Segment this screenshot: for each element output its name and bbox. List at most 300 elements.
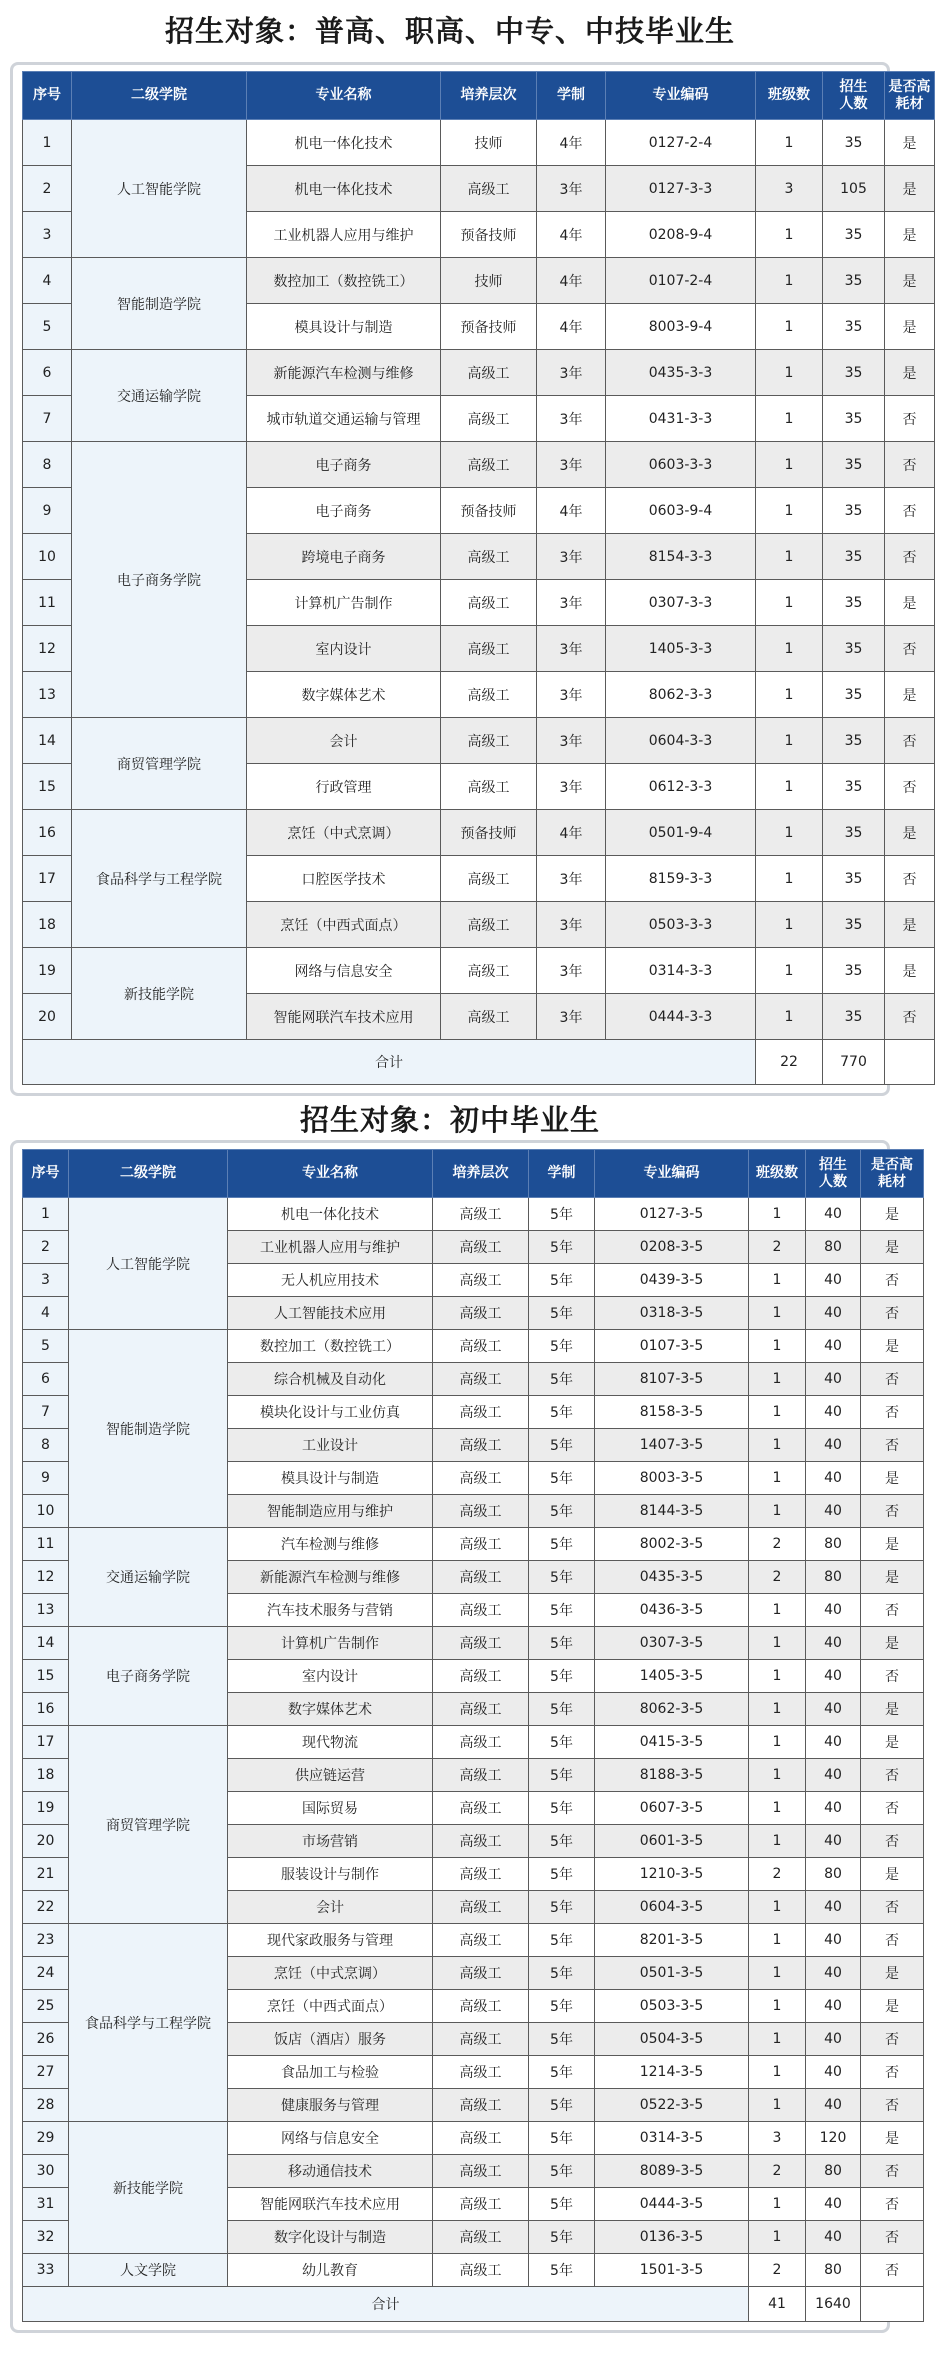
code-cell: 1501-3-5 xyxy=(595,2254,749,2287)
col-header-college: 二级学院 xyxy=(69,1150,228,1198)
college-cell: 交通运输学院 xyxy=(69,1528,228,1627)
consumable-cell: 否 xyxy=(861,1825,924,1858)
classes-cell: 1 xyxy=(749,1363,806,1396)
consumable-cell: 否 xyxy=(885,994,935,1040)
duration-cell: 5年 xyxy=(529,1957,595,1990)
seq-cell: 31 xyxy=(23,2188,69,2221)
col-header-duration: 学制 xyxy=(537,72,606,120)
duration-cell: 3年 xyxy=(537,856,606,902)
col-header-seq: 序号 xyxy=(23,72,72,120)
seq-cell: 7 xyxy=(23,396,72,442)
classes-cell: 1 xyxy=(749,1924,806,1957)
seq-cell: 32 xyxy=(23,2221,69,2254)
level-cell: 高级工 xyxy=(433,1363,529,1396)
code-cell: 0504-3-5 xyxy=(595,2023,749,2056)
students-cell: 40 xyxy=(806,1594,861,1627)
seq-cell: 15 xyxy=(23,1660,69,1693)
seq-cell: 16 xyxy=(23,1693,69,1726)
duration-cell: 5年 xyxy=(529,1825,595,1858)
duration-cell: 3年 xyxy=(537,672,606,718)
section-2-table xyxy=(22,1149,924,2322)
major-cell: 机电一体化技术 xyxy=(228,1198,433,1231)
seq-cell: 6 xyxy=(23,1363,69,1396)
code-cell: 0603-9-4 xyxy=(606,488,756,534)
classes-cell: 1 xyxy=(749,2089,806,2122)
students-cell: 40 xyxy=(806,1396,861,1429)
table-row xyxy=(23,948,935,994)
duration-cell: 5年 xyxy=(529,2089,595,2122)
consumable-cell: 否 xyxy=(885,764,935,810)
level-cell: 预备技师 xyxy=(441,212,537,258)
classes-cell: 1 xyxy=(749,1594,806,1627)
classes-cell: 2 xyxy=(749,2254,806,2287)
seq-cell: 13 xyxy=(23,672,72,718)
col-header-consumable: 是否高 耗材 xyxy=(861,1150,924,1198)
classes-cell: 1 xyxy=(756,856,823,902)
seq-cell: 8 xyxy=(23,1429,69,1462)
classes-cell: 1 xyxy=(756,994,823,1040)
seq-cell: 33 xyxy=(23,2254,69,2287)
duration-cell: 5年 xyxy=(529,1759,595,1792)
duration-cell: 3年 xyxy=(537,902,606,948)
level-cell: 技师 xyxy=(441,120,537,166)
consumable-cell: 否 xyxy=(861,1264,924,1297)
code-cell: 0522-3-5 xyxy=(595,2089,749,2122)
table-row xyxy=(23,718,935,764)
classes-cell: 1 xyxy=(749,1660,806,1693)
code-cell: 0136-3-5 xyxy=(595,2221,749,2254)
duration-cell: 3年 xyxy=(537,396,606,442)
major-cell: 网络与信息安全 xyxy=(228,2122,433,2155)
students-cell: 80 xyxy=(806,1858,861,1891)
consumable-cell: 否 xyxy=(861,2023,924,2056)
seq-cell: 1 xyxy=(23,1198,69,1231)
section-1-title: 招生对象：普高、职高、中专、中技毕业生 xyxy=(164,14,735,48)
duration-cell: 5年 xyxy=(529,1561,595,1594)
seq-cell: 3 xyxy=(23,1264,69,1297)
duration-cell: 5年 xyxy=(529,1660,595,1693)
code-cell: 0431-3-3 xyxy=(606,396,756,442)
classes-cell: 1 xyxy=(756,672,823,718)
level-cell: 高级工 xyxy=(433,2188,529,2221)
seq-cell: 19 xyxy=(23,1792,69,1825)
students-cell: 35 xyxy=(823,856,885,902)
classes-cell: 1 xyxy=(749,1198,806,1231)
major-cell: 室内设计 xyxy=(247,626,441,672)
level-cell: 高级工 xyxy=(433,2023,529,2056)
consumable-cell: 是 xyxy=(861,2122,924,2155)
classes-cell: 3 xyxy=(749,2122,806,2155)
code-cell: 8003-9-4 xyxy=(606,304,756,350)
students-cell: 40 xyxy=(806,1330,861,1363)
seq-cell: 18 xyxy=(23,902,72,948)
consumable-cell: 否 xyxy=(861,1759,924,1792)
seq-cell: 25 xyxy=(23,1990,69,2023)
level-cell: 高级工 xyxy=(433,1396,529,1429)
col-header-classes: 班级数 xyxy=(756,72,823,120)
major-cell: 电子商务 xyxy=(247,442,441,488)
code-cell: 1405-3-5 xyxy=(595,1660,749,1693)
seq-cell: 12 xyxy=(23,1561,69,1594)
seq-cell: 2 xyxy=(23,1231,69,1264)
duration-cell: 5年 xyxy=(529,2122,595,2155)
major-cell: 健康服务与管理 xyxy=(228,2089,433,2122)
classes-cell: 1 xyxy=(756,258,823,304)
duration-cell: 5年 xyxy=(529,1693,595,1726)
level-cell: 高级工 xyxy=(433,1924,529,1957)
seq-cell: 21 xyxy=(23,1858,69,1891)
level-cell: 高级工 xyxy=(433,1990,529,2023)
classes-cell: 1 xyxy=(749,1990,806,2023)
duration-cell: 5年 xyxy=(529,2155,595,2188)
college-cell: 人工智能学院 xyxy=(69,1198,228,1330)
classes-cell: 1 xyxy=(749,1297,806,1330)
seq-cell: 11 xyxy=(23,580,72,626)
major-cell: 数控加工（数控铣工） xyxy=(228,1330,433,1363)
table-row xyxy=(23,442,935,488)
code-cell: 1405-3-3 xyxy=(606,626,756,672)
code-cell: 0439-3-5 xyxy=(595,1264,749,1297)
students-cell: 80 xyxy=(806,2155,861,2188)
duration-cell: 3年 xyxy=(537,948,606,994)
level-cell: 高级工 xyxy=(433,1594,529,1627)
level-cell: 高级工 xyxy=(433,2089,529,2122)
code-cell: 0604-3-3 xyxy=(606,718,756,764)
level-cell: 高级工 xyxy=(441,764,537,810)
level-cell: 高级工 xyxy=(441,442,537,488)
code-cell: 0607-3-5 xyxy=(595,1792,749,1825)
students-cell: 40 xyxy=(806,1726,861,1759)
college-cell: 商贸管理学院 xyxy=(72,718,247,810)
total-students: 770 xyxy=(823,1040,885,1085)
classes-cell: 1 xyxy=(756,212,823,258)
duration-cell: 3年 xyxy=(537,718,606,764)
classes-cell: 1 xyxy=(749,2221,806,2254)
code-cell: 0307-3-3 xyxy=(606,580,756,626)
major-cell: 智能网联汽车技术应用 xyxy=(228,2188,433,2221)
code-cell: 0503-3-5 xyxy=(595,1990,749,2023)
major-cell: 食品加工与检验 xyxy=(228,2056,433,2089)
classes-cell: 1 xyxy=(756,718,823,764)
consumable-cell: 否 xyxy=(861,2155,924,2188)
classes-cell: 1 xyxy=(756,396,823,442)
duration-cell: 5年 xyxy=(529,1792,595,1825)
duration-cell: 5年 xyxy=(529,1891,595,1924)
students-cell: 35 xyxy=(823,672,885,718)
level-cell: 高级工 xyxy=(433,1627,529,1660)
level-cell: 高级工 xyxy=(433,1957,529,1990)
students-cell: 35 xyxy=(823,764,885,810)
level-cell: 高级工 xyxy=(433,2122,529,2155)
duration-cell: 5年 xyxy=(529,1462,595,1495)
seq-cell: 5 xyxy=(23,1330,69,1363)
classes-cell: 1 xyxy=(749,1759,806,1792)
major-cell: 行政管理 xyxy=(247,764,441,810)
major-cell: 工业设计 xyxy=(228,1429,433,1462)
major-cell: 数控加工（数控铣工） xyxy=(247,258,441,304)
students-cell: 35 xyxy=(823,580,885,626)
code-cell: 8154-3-3 xyxy=(606,534,756,580)
major-cell: 新能源汽车检测与维修 xyxy=(247,350,441,396)
duration-cell: 4年 xyxy=(537,120,606,166)
classes-cell: 1 xyxy=(756,442,823,488)
level-cell: 高级工 xyxy=(433,2155,529,2188)
table-row xyxy=(23,1627,924,1660)
seq-cell: 28 xyxy=(23,2089,69,2122)
college-cell: 食品科学与工程学院 xyxy=(69,1924,228,2122)
level-cell: 高级工 xyxy=(433,1528,529,1561)
students-cell: 40 xyxy=(806,1264,861,1297)
classes-cell: 1 xyxy=(749,1627,806,1660)
major-cell: 烹饪（中西式面点） xyxy=(228,1990,433,2023)
duration-cell: 3年 xyxy=(537,166,606,212)
students-cell: 40 xyxy=(806,2221,861,2254)
seq-cell: 20 xyxy=(23,1825,69,1858)
code-cell: 1407-3-5 xyxy=(595,1429,749,1462)
students-cell: 35 xyxy=(823,626,885,672)
major-cell: 机电一体化技术 xyxy=(247,166,441,212)
classes-cell: 1 xyxy=(749,1264,806,1297)
students-cell: 40 xyxy=(806,1495,861,1528)
total-label: 合计 xyxy=(23,1040,756,1085)
code-cell: 0318-3-5 xyxy=(595,1297,749,1330)
classes-cell: 2 xyxy=(749,1561,806,1594)
major-cell: 城市轨道交通运输与管理 xyxy=(247,396,441,442)
major-cell: 现代家政服务与管理 xyxy=(228,1924,433,1957)
students-cell: 40 xyxy=(806,2056,861,2089)
seq-cell: 20 xyxy=(23,994,72,1040)
code-cell: 0127-3-3 xyxy=(606,166,756,212)
level-cell: 高级工 xyxy=(433,1297,529,1330)
students-cell: 40 xyxy=(806,2023,861,2056)
table-row xyxy=(23,1924,924,1957)
col-header-students: 招生 人数 xyxy=(806,1150,861,1198)
classes-cell: 1 xyxy=(749,1693,806,1726)
major-cell: 智能网联汽车技术应用 xyxy=(247,994,441,1040)
seq-cell: 29 xyxy=(23,2122,69,2155)
table-row xyxy=(23,1528,924,1561)
consumable-cell: 否 xyxy=(885,396,935,442)
seq-cell: 9 xyxy=(23,1462,69,1495)
seq-cell: 18 xyxy=(23,1759,69,1792)
classes-cell: 1 xyxy=(749,2056,806,2089)
duration-cell: 5年 xyxy=(529,1990,595,2023)
level-cell: 高级工 xyxy=(441,350,537,396)
code-cell: 0435-3-3 xyxy=(606,350,756,396)
duration-cell: 4年 xyxy=(537,810,606,856)
code-cell: 0501-9-4 xyxy=(606,810,756,856)
students-cell: 35 xyxy=(823,948,885,994)
major-cell: 幼儿教育 xyxy=(228,2254,433,2287)
duration-cell: 5年 xyxy=(529,1594,595,1627)
code-cell: 8188-3-5 xyxy=(595,1759,749,1792)
consumable-cell: 是 xyxy=(861,1693,924,1726)
consumable-cell: 是 xyxy=(885,672,935,718)
consumable-cell: 否 xyxy=(861,1891,924,1924)
seq-cell: 12 xyxy=(23,626,72,672)
classes-cell: 1 xyxy=(756,580,823,626)
code-cell: 8089-3-5 xyxy=(595,2155,749,2188)
level-cell: 高级工 xyxy=(433,1561,529,1594)
code-cell: 0208-3-5 xyxy=(595,1231,749,1264)
consumable-cell: 否 xyxy=(885,626,935,672)
level-cell: 高级工 xyxy=(441,626,537,672)
level-cell: 技师 xyxy=(441,258,537,304)
seq-cell: 30 xyxy=(23,2155,69,2188)
consumable-cell: 是 xyxy=(861,1231,924,1264)
major-cell: 跨境电子商务 xyxy=(247,534,441,580)
seq-cell: 14 xyxy=(23,1627,69,1660)
code-cell: 0612-3-3 xyxy=(606,764,756,810)
classes-cell: 1 xyxy=(749,1330,806,1363)
section-1-table xyxy=(22,71,935,1085)
classes-cell: 1 xyxy=(749,1825,806,1858)
college-cell: 智能制造学院 xyxy=(72,258,247,350)
consumable-cell: 是 xyxy=(885,350,935,396)
section-2-table-frame xyxy=(10,1140,913,2333)
students-cell: 40 xyxy=(806,1759,861,1792)
major-cell: 烹饪（中西式面点） xyxy=(247,902,441,948)
college-cell: 智能制造学院 xyxy=(69,1330,228,1528)
level-cell: 高级工 xyxy=(441,856,537,902)
total-label: 合计 xyxy=(23,2287,749,2322)
code-cell: 1214-3-5 xyxy=(595,2056,749,2089)
students-cell: 40 xyxy=(806,1363,861,1396)
seq-cell: 1 xyxy=(23,120,72,166)
college-cell: 新技能学院 xyxy=(72,948,247,1040)
total-students: 1640 xyxy=(806,2287,861,2322)
level-cell: 高级工 xyxy=(433,1891,529,1924)
consumable-cell: 是 xyxy=(885,948,935,994)
duration-cell: 5年 xyxy=(529,2188,595,2221)
classes-cell: 1 xyxy=(749,1462,806,1495)
major-cell: 会计 xyxy=(228,1891,433,1924)
seq-cell: 24 xyxy=(23,1957,69,1990)
code-cell: 0415-3-5 xyxy=(595,1726,749,1759)
classes-cell: 1 xyxy=(749,1396,806,1429)
students-cell: 40 xyxy=(806,1957,861,1990)
students-cell: 35 xyxy=(823,810,885,856)
seq-cell: 5 xyxy=(23,304,72,350)
level-cell: 高级工 xyxy=(433,1462,529,1495)
consumable-cell: 是 xyxy=(861,1957,924,1990)
consumable-cell: 是 xyxy=(861,1561,924,1594)
students-cell: 40 xyxy=(806,1924,861,1957)
consumable-cell: 否 xyxy=(861,2188,924,2221)
seq-cell: 11 xyxy=(23,1528,69,1561)
classes-cell: 1 xyxy=(756,626,823,672)
seq-cell: 4 xyxy=(23,258,72,304)
seq-cell: 6 xyxy=(23,350,72,396)
college-cell: 新技能学院 xyxy=(69,2122,228,2254)
major-cell: 移动通信技术 xyxy=(228,2155,433,2188)
classes-cell: 1 xyxy=(756,810,823,856)
consumable-cell: 是 xyxy=(885,580,935,626)
level-cell: 高级工 xyxy=(441,396,537,442)
table-row xyxy=(23,810,935,856)
level-cell: 预备技师 xyxy=(441,488,537,534)
code-cell: 0307-3-5 xyxy=(595,1627,749,1660)
consumable-cell: 是 xyxy=(885,166,935,212)
duration-cell: 5年 xyxy=(529,1495,595,1528)
level-cell: 高级工 xyxy=(441,948,537,994)
major-cell: 工业机器人应用与维护 xyxy=(247,212,441,258)
classes-cell: 1 xyxy=(749,1726,806,1759)
consumable-cell: 否 xyxy=(885,856,935,902)
duration-cell: 5年 xyxy=(529,1528,595,1561)
consumable-cell: 是 xyxy=(861,1726,924,1759)
classes-cell: 2 xyxy=(749,2155,806,2188)
major-cell: 人工智能技术应用 xyxy=(228,1297,433,1330)
seq-cell: 4 xyxy=(23,1297,69,1330)
consumable-cell: 是 xyxy=(861,1528,924,1561)
duration-cell: 4年 xyxy=(537,304,606,350)
major-cell: 综合机械及自动化 xyxy=(228,1363,433,1396)
consumable-cell: 否 xyxy=(861,1495,924,1528)
consumable-cell: 是 xyxy=(885,902,935,948)
college-cell: 电子商务学院 xyxy=(69,1627,228,1726)
seq-cell: 27 xyxy=(23,2056,69,2089)
duration-cell: 5年 xyxy=(529,2254,595,2287)
table-row xyxy=(23,2122,924,2155)
code-cell: 0314-3-3 xyxy=(606,948,756,994)
consumable-cell: 否 xyxy=(861,2254,924,2287)
college-cell: 食品科学与工程学院 xyxy=(72,810,247,948)
consumable-cell: 是 xyxy=(885,304,935,350)
students-cell: 35 xyxy=(823,350,885,396)
level-cell: 预备技师 xyxy=(441,304,537,350)
table-row xyxy=(23,258,935,304)
table-row xyxy=(23,1198,924,1231)
col-header-major: 专业名称 xyxy=(247,72,441,120)
level-cell: 高级工 xyxy=(433,1825,529,1858)
major-cell: 模具设计与制造 xyxy=(247,304,441,350)
students-cell: 35 xyxy=(823,396,885,442)
consumable-cell: 是 xyxy=(885,258,935,304)
students-cell: 40 xyxy=(806,1297,861,1330)
level-cell: 高级工 xyxy=(433,1858,529,1891)
students-cell: 35 xyxy=(823,120,885,166)
code-cell: 8062-3-3 xyxy=(606,672,756,718)
students-cell: 40 xyxy=(806,1825,861,1858)
section-2-title: 招生对象：初中毕业生 xyxy=(299,1103,600,1137)
students-cell: 35 xyxy=(823,258,885,304)
major-cell: 电子商务 xyxy=(247,488,441,534)
consumable-cell: 否 xyxy=(861,1363,924,1396)
college-cell: 电子商务学院 xyxy=(72,442,247,718)
section-2-header-row xyxy=(23,1150,924,1198)
level-cell: 高级工 xyxy=(433,2056,529,2089)
seq-cell: 14 xyxy=(23,718,72,764)
major-cell: 烹饪（中式烹调） xyxy=(228,1957,433,1990)
major-cell: 供应链运营 xyxy=(228,1759,433,1792)
code-cell: 0444-3-5 xyxy=(595,2188,749,2221)
duration-cell: 5年 xyxy=(529,2023,595,2056)
college-cell: 商贸管理学院 xyxy=(69,1726,228,1924)
classes-cell: 3 xyxy=(756,166,823,212)
students-cell: 40 xyxy=(806,1429,861,1462)
duration-cell: 4年 xyxy=(537,488,606,534)
seq-cell: 15 xyxy=(23,764,72,810)
seq-cell: 13 xyxy=(23,1594,69,1627)
classes-cell: 1 xyxy=(756,304,823,350)
seq-cell: 17 xyxy=(23,856,72,902)
table-row xyxy=(23,350,935,396)
code-cell: 0107-2-4 xyxy=(606,258,756,304)
level-cell: 高级工 xyxy=(433,2254,529,2287)
classes-cell: 2 xyxy=(749,1231,806,1264)
code-cell: 8107-3-5 xyxy=(595,1363,749,1396)
